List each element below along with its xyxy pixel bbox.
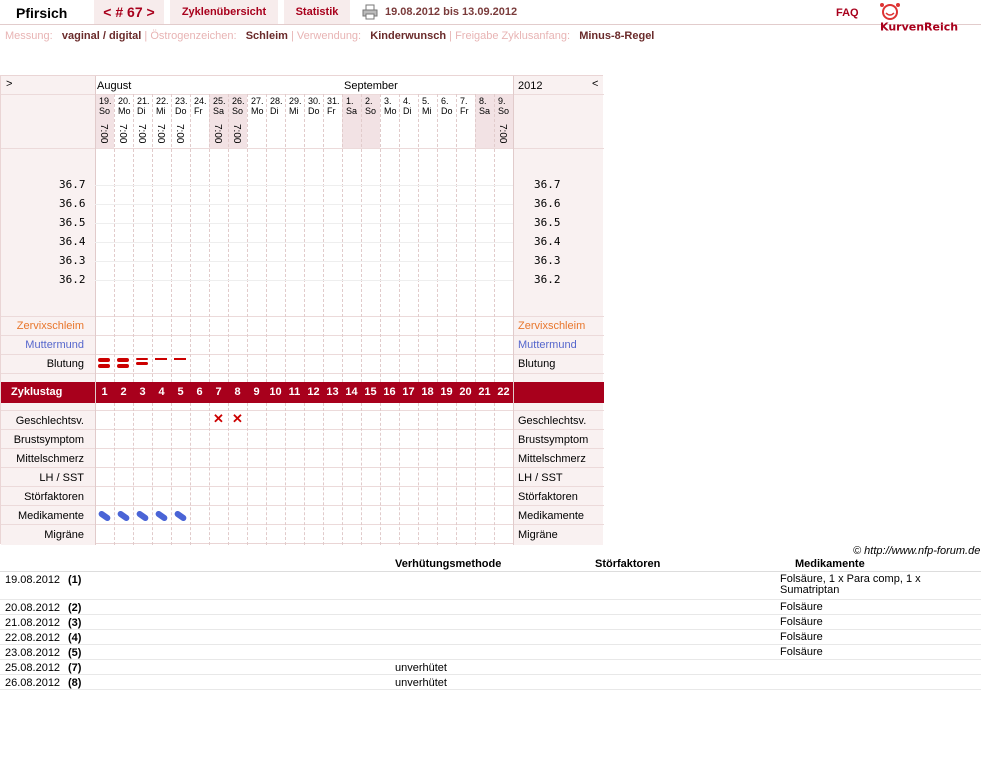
day-date: 20. <box>118 96 131 106</box>
row-label-lh-right: LH / SST <box>518 472 563 484</box>
row-label-migraine-right: Migräne <box>518 529 558 541</box>
mouth-label-right: Muttermund <box>518 339 577 351</box>
day-weekday: Mo <box>118 106 131 116</box>
row-cycle-day: (8) <box>68 677 82 689</box>
row-date: 19.08.2012 <box>5 574 61 586</box>
row-medication: Folsäure, 1 x Para comp, 1 x Sumatriptan <box>780 573 921 596</box>
cycle-day-number: 22 <box>497 386 510 398</box>
cycle-day-number: 7 <box>215 386 222 398</box>
temp-label-left: 36.7 <box>59 178 86 191</box>
day-date: 2. <box>365 96 373 106</box>
temp-grid-line <box>95 204 513 205</box>
row-method: unverhütet <box>395 677 447 689</box>
tab-cycle-overview[interactable]: Zyklenübersicht <box>170 0 278 24</box>
day-date: 5. <box>422 96 430 106</box>
copyright[interactable]: © http://www.nfp-forum.de <box>853 545 981 557</box>
grid-column-line <box>190 94 191 382</box>
day-weekday: Di <box>403 106 412 116</box>
estro-value: Schleim <box>245 30 288 42</box>
divider-line <box>513 76 514 545</box>
day-date: 25. <box>213 96 226 106</box>
cycle-day-number: 10 <box>269 386 282 398</box>
table-row <box>0 645 981 660</box>
temp-label-left: 36.4 <box>59 235 86 248</box>
day-weekday: Mo <box>251 106 264 116</box>
row-date: 26.08.2012 <box>5 677 61 689</box>
grid-column-line <box>304 94 305 382</box>
day-date: 30. <box>308 96 321 106</box>
estro-label: Östrogenzeichen: <box>150 30 237 42</box>
row-date: 20.08.2012 <box>5 602 61 614</box>
pill-icon <box>116 510 130 522</box>
day-date: 28. <box>270 96 283 106</box>
cycle-day-number: 17 <box>402 386 415 398</box>
grid-column-line <box>342 94 343 382</box>
nav-right-button[interactable]: < <box>592 78 599 90</box>
temp-grid-line <box>95 261 513 262</box>
logo[interactable] <box>880 2 981 34</box>
day-weekday: Do <box>175 106 187 116</box>
intercourse-x-icon: ✕ <box>213 411 224 426</box>
page-title: Pfirsich <box>16 5 68 21</box>
bleeding-label-left: Blutung <box>46 358 84 370</box>
day-weekday: Do <box>441 106 453 116</box>
day-weekday: So <box>498 106 510 116</box>
day-weekday: So <box>99 106 111 116</box>
pill-icon <box>173 510 187 522</box>
release-value: Minus-8-Regel <box>579 30 655 42</box>
day-date: 7. <box>460 96 468 106</box>
row-medication: Folsäure <box>780 646 823 658</box>
cycle-day-number: 8 <box>234 386 241 398</box>
cervix-label-right: Zervixschleim <box>518 320 586 332</box>
release-label: Freigabe Zyklusanfang: <box>455 30 571 42</box>
temp-grid-line <box>95 280 513 281</box>
grid-column-line <box>171 403 172 545</box>
day-date: 22. <box>156 96 169 106</box>
grid-column-line <box>323 94 324 382</box>
row-cycle-day: (5) <box>68 647 82 659</box>
cycle-day-number: 13 <box>326 386 339 398</box>
temp-label-right: 36.7 <box>534 178 561 191</box>
grid-column-line <box>247 403 248 545</box>
grid-column-line <box>437 403 438 545</box>
row-cycle-day: (7) <box>68 662 82 674</box>
top-bar <box>0 0 981 34</box>
printer-icon[interactable] <box>362 4 378 20</box>
intercourse-x-icon: ✕ <box>232 411 243 426</box>
day-weekday: Mi <box>289 106 299 116</box>
row-label-disturb-right: Störfaktoren <box>518 491 578 503</box>
cycle-day-number: 9 <box>253 386 260 398</box>
grid-column-line <box>494 403 495 545</box>
temp-label-right: 36.4 <box>534 235 561 248</box>
grid-column-line <box>342 403 343 545</box>
day-weekday: So <box>232 106 244 116</box>
col-header-disturb: Störfaktoren <box>595 558 661 570</box>
day-weekday: Sa <box>213 106 225 116</box>
row-date: 21.08.2012 <box>5 617 61 629</box>
date-range: 19.08.2012 bis 13.09.2012 <box>385 6 518 18</box>
day-date: 6. <box>441 96 449 106</box>
day-weekday: Do <box>308 106 320 116</box>
use-value: Kinderwunsch <box>370 30 447 42</box>
grid-column-line <box>304 403 305 545</box>
row-label-lh-left: LH / SST <box>39 472 84 484</box>
logo-text: KurvenReich <box>880 20 959 34</box>
cycle-day-number: 4 <box>158 386 165 398</box>
cycle-day-number: 1 <box>101 386 108 398</box>
grid-column-line <box>456 94 457 382</box>
temp-label-left: 36.2 <box>59 273 86 286</box>
temp-label-right: 36.6 <box>534 197 561 210</box>
temp-grid-line <box>95 185 513 186</box>
row-label-breast-right: Brustsymptom <box>518 434 589 446</box>
temp-label-left: 36.6 <box>59 197 86 210</box>
grid-column-line <box>209 94 210 382</box>
cycle-day-number: 16 <box>383 386 396 398</box>
cycle-day-number: 14 <box>345 386 358 398</box>
year-label: 2012 <box>518 80 543 92</box>
day-weekday: So <box>365 106 377 116</box>
use-label: Verwendung: <box>296 30 362 42</box>
grid-column-line <box>380 403 381 545</box>
day-date: 21. <box>137 96 150 106</box>
row-date: 25.08.2012 <box>5 662 61 674</box>
day-weekday: Sa <box>346 106 358 116</box>
divider-line <box>95 76 96 545</box>
grid-column-line <box>285 94 286 382</box>
row-label-breast-left: Brustsymptom <box>13 434 84 446</box>
row-label-disturb-left: Störfaktoren <box>24 491 84 503</box>
table-row <box>0 630 981 645</box>
day-date: 23. <box>175 96 188 106</box>
grid-column-line <box>266 94 267 382</box>
bleeding-mark <box>98 358 110 362</box>
row-medication: Folsäure <box>780 601 823 613</box>
bleeding-mark <box>117 358 129 362</box>
grid-column-line <box>152 403 153 545</box>
cycle-day-number: 2 <box>120 386 127 398</box>
grid-column-line <box>418 403 419 545</box>
grid-column-line <box>228 403 229 545</box>
cycle-day-label: Zyklustag <box>11 386 63 398</box>
measure-time: 7:00 <box>174 124 185 144</box>
cycle-day-number: 20 <box>459 386 472 398</box>
temp-label-right: 36.5 <box>534 216 561 229</box>
row-label-meds-right: Medikamente <box>518 510 585 522</box>
measure-time: 7:00 <box>136 124 147 144</box>
cycle-day-number: 5 <box>177 386 184 398</box>
table-row <box>0 600 981 615</box>
month-september: September <box>344 80 398 92</box>
measure-time: 7:00 <box>231 124 242 144</box>
table-row <box>0 615 981 630</box>
grid-column-line <box>361 403 362 545</box>
grid-column-line <box>171 94 172 382</box>
day-weekday: Mi <box>156 106 166 116</box>
cycle-day-number: 21 <box>478 386 491 398</box>
row-label-midpain-left: Mittelschmerz <box>16 453 84 465</box>
grid-column-line <box>475 403 476 545</box>
day-weekday: Di <box>270 106 279 116</box>
cycle-nav[interactable]: < # 67 > <box>94 0 164 24</box>
day-date: 8. <box>479 96 487 106</box>
cycle-day-number: 15 <box>364 386 377 398</box>
grid-column-line <box>437 94 438 382</box>
smiley-icon <box>880 2 900 20</box>
month-august: August <box>97 80 132 92</box>
bleeding-mark <box>155 358 167 360</box>
day-weekday: Sa <box>479 106 491 116</box>
nav-left-button[interactable]: > <box>6 78 13 90</box>
cycle-day-number: 3 <box>139 386 146 398</box>
grid-column-line <box>475 94 476 382</box>
bleeding-label-right: Blutung <box>518 358 556 370</box>
measure-time: 7:00 <box>212 124 223 144</box>
grid-column-line <box>361 94 362 382</box>
bleeding-mark <box>136 362 148 365</box>
day-weekday: Fr <box>327 106 336 116</box>
table-row <box>0 572 981 600</box>
cycle-day-number: 11 <box>288 386 301 398</box>
grid-column-line <box>399 94 400 382</box>
day-date: 19. <box>99 96 112 106</box>
row-label-meds-left: Medikamente <box>17 510 84 522</box>
measure-time: 7:00 <box>497 124 508 144</box>
temp-label-right: 36.2 <box>534 273 561 286</box>
day-date: 31. <box>327 96 340 106</box>
cervix-label-left: Zervixschleim <box>16 320 84 332</box>
grid-column-line <box>380 94 381 382</box>
table-row <box>0 675 981 690</box>
pill-icon <box>154 510 168 522</box>
grid-column-line <box>494 94 495 382</box>
grid-column-line <box>247 94 248 382</box>
bleeding-mark <box>98 364 110 368</box>
row-date: 23.08.2012 <box>5 647 61 659</box>
grid-column-line <box>133 403 134 545</box>
grid-column-line <box>190 403 191 545</box>
day-date: 3. <box>384 96 392 106</box>
row-medication: Folsäure <box>780 631 823 643</box>
measure-time: 7:00 <box>117 124 128 144</box>
cycle-day-number: 12 <box>307 386 320 398</box>
row-label-migraine-left: Migräne <box>44 529 84 541</box>
grid-column-line <box>114 94 115 382</box>
day-weekday: Mi <box>422 106 432 116</box>
pill-icon <box>135 510 149 522</box>
row-label-midpain-right: Mittelschmerz <box>518 453 586 465</box>
row-date: 22.08.2012 <box>5 632 61 644</box>
bleeding-mark <box>117 364 129 368</box>
day-date: 24. <box>194 96 207 106</box>
table-row <box>0 660 981 675</box>
measure-time: 7:00 <box>155 124 166 144</box>
grid-column-line <box>456 403 457 545</box>
temp-grid-line <box>95 242 513 243</box>
grid-column-line <box>114 403 115 545</box>
cycle-day-number: 6 <box>196 386 203 398</box>
day-date: 9. <box>498 96 506 106</box>
row-label-intercourse-left: Geschlechtsv. <box>15 415 84 427</box>
measure-time: 7:00 <box>98 124 109 144</box>
cycle-day-number: 19 <box>440 386 453 398</box>
pill-icon <box>97 510 111 522</box>
row-cycle-day: (3) <box>68 617 82 629</box>
row-method: unverhütet <box>395 662 447 674</box>
day-date: 26. <box>232 96 245 106</box>
grid-column-line <box>266 403 267 545</box>
cycle-chart <box>0 75 603 544</box>
day-date: 27. <box>251 96 264 106</box>
bleeding-mark <box>174 358 186 360</box>
day-weekday: Fr <box>194 106 203 116</box>
grid-column-line <box>399 403 400 545</box>
day-weekday: Fr <box>460 106 469 116</box>
temp-label-left: 36.5 <box>59 216 86 229</box>
grid-column-line <box>285 403 286 545</box>
mouth-label-left: Muttermund <box>25 339 84 351</box>
day-date: 1. <box>346 96 354 106</box>
day-date: 29. <box>289 96 302 106</box>
row-cycle-day: (1) <box>68 574 82 586</box>
cycle-day-number: 18 <box>421 386 434 398</box>
measure-value: vaginal / digital <box>61 30 142 42</box>
day-weekday: Mo <box>384 106 397 116</box>
row-label-intercourse-right: Geschlechtsv. <box>518 415 587 427</box>
bleeding-mark <box>136 358 148 360</box>
grid-column-line <box>152 94 153 382</box>
info-bar: Messung: vaginal / digital | Östrogenzeichen: Schleim | Verwendung: Kinderwunsch | Freigabe Zyklusanfang: Minus-8-Regel <box>5 30 655 42</box>
row-cycle-day: (2) <box>68 602 82 614</box>
grid-column-line <box>228 94 229 382</box>
measure-label: Messung: <box>5 30 53 42</box>
col-header-meds: Medikamente <box>795 558 865 570</box>
row-medication: Folsäure <box>780 616 823 628</box>
day-date: 4. <box>403 96 411 106</box>
temp-label-left: 36.3 <box>59 254 86 267</box>
tab-statistics[interactable]: Statistik <box>284 0 350 24</box>
grid-column-line <box>418 94 419 382</box>
faq-link[interactable]: FAQ <box>836 7 859 19</box>
row-cycle-day: (4) <box>68 632 82 644</box>
grid-column-line <box>323 403 324 545</box>
temp-label-right: 36.3 <box>534 254 561 267</box>
grid-column-line <box>209 403 210 545</box>
day-weekday: Di <box>137 106 146 116</box>
temp-grid-line <box>95 223 513 224</box>
col-header-method: Verhütungsmethode <box>395 558 502 570</box>
grid-column-line <box>133 94 134 382</box>
